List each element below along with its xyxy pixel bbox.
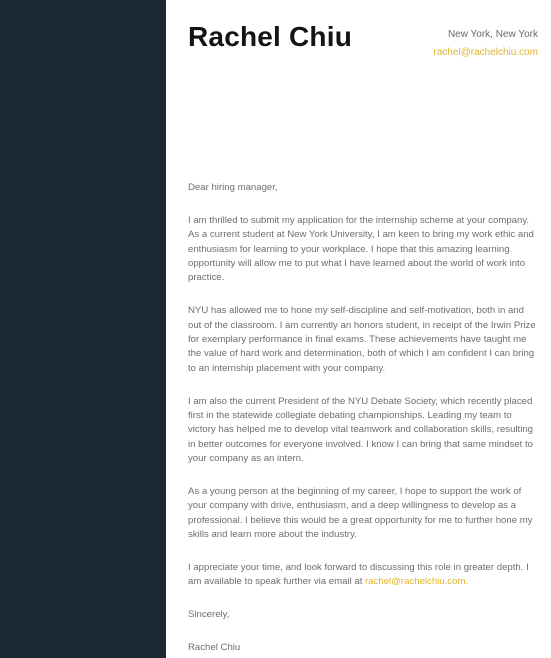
paragraph-2: NYU has allowed me to hone my self-discipline and self-motivation, both in and out of the classroom. I am currently an honors student, in receipt of the Irwin Prize for exemplary performance in final exams. These achievements have taught me the value of hard work and determination, both of which I am confident I can bring to an internship placement with your company. xyxy=(188,305,536,374)
applicant-name: Rachel Chiu xyxy=(188,21,353,52)
closing: Sincerely, xyxy=(188,609,230,621)
greeting: Dear hiring manager, xyxy=(188,182,278,193)
paragraph-4: As a young person at the beginning of my career, I hope to support the work of your company with drive, enthusiasm, and a deep willingness to develop as a professional. I believe this would be a great opportunity for me to further hone my skills and learn more about the industry. xyxy=(188,486,533,541)
header-email-link[interactable]: rachel@rachelchiu.com xyxy=(433,47,538,58)
body-email-link[interactable]: rachel@rachelchiu.com. xyxy=(365,576,469,588)
paragraph-1: I am thrilled to submit my application for the internship scheme at your company. As a current student at New York University, I am keen to bring my work ethic and enthusiasm for learning to your workplace. I hope that this amazing learning opportunity will allow me to put what I have learned about the world of work into practice. xyxy=(188,214,534,284)
paragraph-5-text: I appreciate your time, and look forward to discussing this role in greater depth. I am available to speak further via email at xyxy=(188,562,529,588)
signature: Rachel Chiu xyxy=(188,642,241,654)
paragraph-3: I am also the current President of the NYU Debate Society, which recently placed first in the statewide collegiate debating championships. Leading my team to victory has helped me to develop vital teamwork and collaboration skills, resulting in better outcomes for everyone involved. I know I can bring that same mindset to your company as an intern. xyxy=(188,395,534,465)
paragraph-5 xyxy=(188,561,538,590)
location-text: New York, New York xyxy=(447,29,538,40)
contact-info xyxy=(433,26,538,62)
sidebar-panel xyxy=(0,0,166,658)
letter-body xyxy=(188,181,538,658)
letter-content xyxy=(166,0,551,658)
